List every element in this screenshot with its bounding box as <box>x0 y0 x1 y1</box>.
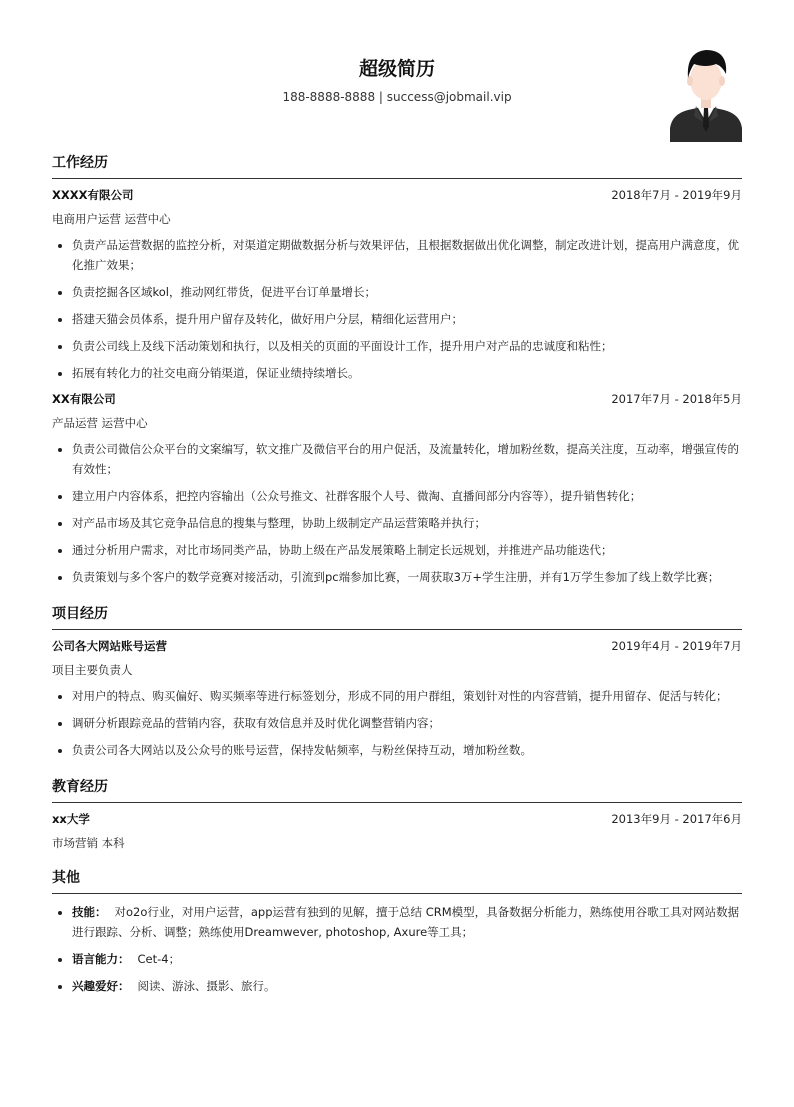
hobbies-item <box>72 976 742 996</box>
education-section <box>52 776 742 851</box>
work-experience-section <box>52 152 742 587</box>
bullet-item: • 通过分析用户需求，对比市场同类产品，协助上级在产品发展策略上制定长远规划，并推进产品功能迭代； <box>72 540 742 560</box>
project-name: 公司各大网站账号运营 <box>52 639 167 653</box>
hobbies-text: 阅读、游泳、摄影、旅行。 <box>137 979 276 993</box>
language-label: 语言能力： <box>72 952 130 966</box>
bullet-item: • 拓展有转化力的社交电商分销渠道，保证业绩持续增长。 <box>72 363 742 383</box>
section-title-projects: 项目经历 <box>52 603 742 630</box>
bullet-item: • 负责公司各大网站以及公众号的账号运营，保持发帖频率，与粉丝保持互动，增加粉丝数。 <box>72 740 742 760</box>
other-bullets <box>52 902 742 996</box>
bullet-item: • 建立用户内容体系，把控内容输出（公众号推文、社群客服个人号、微淘、直播间部分内容等），提升销售转化； <box>72 486 742 506</box>
language-item <box>72 949 742 969</box>
other-section <box>52 867 742 996</box>
resume-page <box>52 0 742 1012</box>
bullet-item: • 负责挖掘各区域kol，推动网红带货，促进平台订单量增长； <box>72 282 742 302</box>
company-name: XX有限公司 <box>52 392 116 406</box>
bullet-item: • 负责公司微信公众平台的文案编写，软文推广及微信平台的用户促活，及流量转化，增加粉丝数，提高关注度，互动率，增强宣传的有效性； <box>72 439 742 479</box>
company-name: XXXX有限公司 <box>52 188 134 202</box>
work-entry-1-header <box>52 187 742 203</box>
person-avatar-icon <box>670 44 742 142</box>
education-entry-1-header <box>52 811 742 827</box>
section-title-other: 其他 <box>52 867 742 894</box>
project-experience-section <box>52 603 742 760</box>
bullet-item: • 负责策划与多个客户的数学竞赛对接活动，引流到pc端参加比赛，一周获取3万+学生注册，并有1万学生参加了线上数学比赛； <box>72 567 742 587</box>
job-role: 电商用户运营 运营中心 <box>52 212 171 226</box>
bullet-item: • 调研分析跟踪竞品的营销内容，获取有效信息并及时优化调整营销内容； <box>72 713 742 733</box>
contact-info: 188-8888-8888 | success@jobmail.vip <box>282 90 512 104</box>
school-name: xx大学 <box>52 812 90 826</box>
work-entry-2-bullets <box>52 439 742 587</box>
project-role: 项目主要负责人 <box>52 663 133 677</box>
date-range: 2018年7月 - 2019年9月 <box>611 188 742 202</box>
section-title-education: 教育经历 <box>52 776 742 803</box>
hobbies-label: 兴趣爱好： <box>72 979 130 993</box>
bullet-item: • 负责公司线上及线下活动策划和执行，以及相关的页面的平面设计工作，提升用户对产品的忠诚度和粘性； <box>72 336 742 356</box>
bullet-item: • 负责产品运营数据的监控分析，对渠道定期做数据分析与效果评估，且根据数据做出优化调整，制定改进计划，提高用户满意度，优化推广效果； <box>72 235 742 275</box>
date-range: 2017年7月 - 2018年5月 <box>611 392 742 406</box>
work-entry-2-header <box>52 391 742 407</box>
project-entry-1-header <box>52 638 742 654</box>
bullet-item: • 对用户的特点、购买偏好、购买频率等进行标签划分，形成不同的用户群组，策划针对性的内容营销，提升用留存、促活与转化； <box>72 686 742 706</box>
date-range: 2019年4月 - 2019年7月 <box>611 639 742 653</box>
skills-label: 技能： <box>72 905 107 919</box>
project-entry-1-bullets <box>52 686 742 760</box>
section-title-work: 工作经历 <box>52 152 742 179</box>
skills-item <box>72 902 742 942</box>
job-role: 产品运营 运营中心 <box>52 416 148 430</box>
date-range: 2013年9月 - 2017年6月 <box>611 812 742 826</box>
major-degree: 市场营销 本科 <box>52 836 125 850</box>
language-text: Cet-4； <box>137 952 181 966</box>
resume-header <box>52 0 742 150</box>
work-entry-1-bullets <box>52 235 742 383</box>
bullet-item: • 搭建天猫会员体系，提升用户留存及转化，做好用户分层，精细化运营用户； <box>72 309 742 329</box>
bullet-item: • 对产品市场及其它竞争品信息的搜集与整理，协助上级制定产品运营策略并执行； <box>72 513 742 533</box>
skills-text: 对o2o行业，对用户运营，app运营有独到的见解，擅于总结 CRM模型，具备数据分析能力，熟练使用谷歌工具对网站数据进行跟踪、分析、调整；熟练使用Dreamwever, photoshop, Axure等工具； <box>72 905 740 939</box>
resume-name: 超级简历 <box>358 58 435 80</box>
